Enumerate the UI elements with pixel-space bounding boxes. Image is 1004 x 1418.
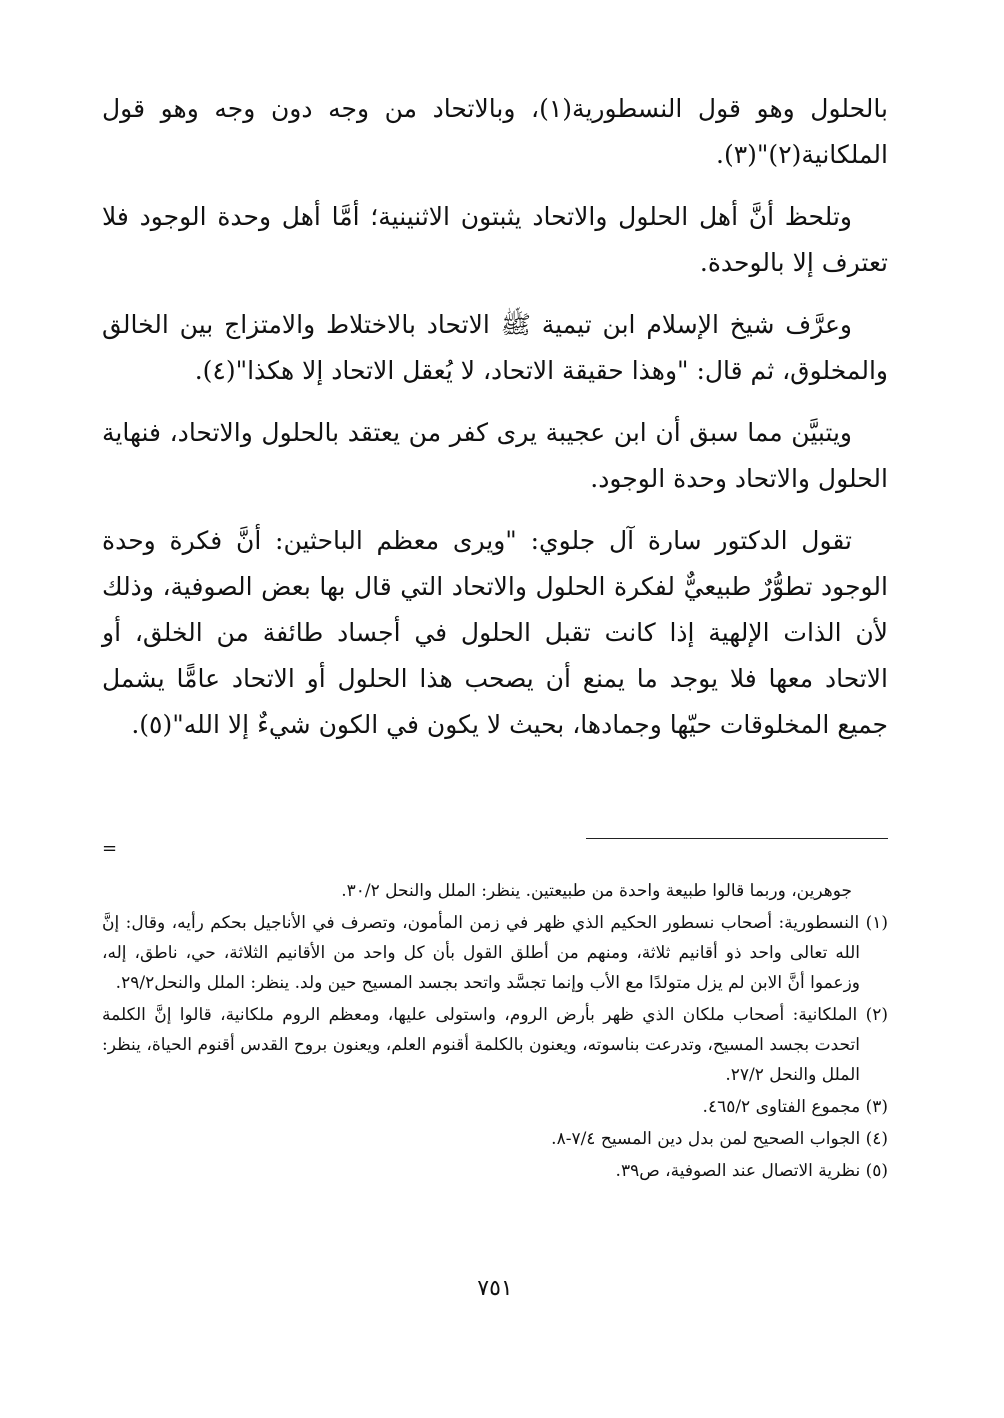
main-text: [102, 86, 888, 748]
footnote-1: (١) النسطورية: أصحاب نسطور الحكيم الذي ظهر في زمن المأمون، وتصرف في الأناجيل بحكم رأيه، وقال: إنَّ الله تعالى واحد ذو أقانيم ثلاثة، ومنهم من أطلق القول بأن كل واحد من الأقانيم الثلاثة، حي، ناطق، إله، وزعموا أنَّ الابن لم يزل متولدًا مع الأب وإنما تجسَّد واتحد بجسد المسيح حين ولد. ينظر: الملل والنحل٢٩/٢.: [102, 913, 888, 993]
page: [102, 86, 888, 1386]
footnote-3: (٣) مجموع الفتاوى ٤٦٥/٢.: [702, 1097, 888, 1117]
page-number: ٧٥١: [477, 1276, 513, 1301]
footnotes: [102, 876, 888, 1188]
footnote-4: (٤) الجواب الصحيح لمن بدل دين المسيح ٧/٤-٨.: [551, 1129, 888, 1149]
paragraph: وتلحظ أنَّ أهل الحلول والاتحاد يثبتون الاثنينية؛ أمَّا أهل وحدة الوجود فلا تعترف إلا بالوحدة.: [102, 202, 888, 277]
paragraph: ويتبيَّن مما سبق أن ابن عجيبة يرى كفر من يعتقد بالحلول والاتحاد، فنهاية الحلول والاتحاد وحدة الوجود.: [102, 418, 888, 493]
paragraph: تقول الدكتور سارة آل جلوي: "ويرى معظم الباحثين: أنَّ فكرة وحدة الوجود تطوُّرٌ طبيعيٌّ لفكرة الحلول والاتحاد التي قال بها بعض الصوفية، وذلك لأن الذات الإلهية إذا كانت تقبل الحلول في أجساد طائفة من الخلق، أو الاتحاد معها فلا يوجد ما يمنع أن يصحب هذا الحلول أو الاتحاد عامًّا يشمل جميع المخلوقات حيّها وجمادها، بحيث لا يكون في الكون شيءٌ إلا الله"(٥).: [102, 526, 888, 739]
paragraph: بالحلول وهو قول النسطورية(١)، وبالاتحاد من وجه دون وجه وهو قول الملكانية(٢)"(٣).: [102, 94, 888, 169]
footnote-2: (٢) الملكانية: أصحاب ملكان الذي ظهر بأرض الروم، واستولى عليها، ومعظم الروم ملكانية، قالوا إنَّ الكلمة اتحدت بجسد المسيح، وتدرعت بناسوته، ويعنون بالكلمة أقنوم العلم، ويعنون بروح القدس أقنوم الحياة، ينظر: الملل والنحل ٢٧/٢.: [102, 1005, 888, 1085]
footnote-5: (٥) نظرية الاتصال عند الصوفية، ص٣٩.: [615, 1161, 888, 1181]
paragraph: وعرَّف شيخ الإسلام ابن تيمية ﷺ الاتحاد بالاختلاط والامتزاج بين الخالق والمخلوق، ثم قال: "وهذا حقيقة الاتحاد، لا يُعقل الاتحاد إلا هكذا"(٤).: [102, 310, 888, 385]
footnote-continued: جوهرين، وربما قالوا طبيعة واحدة من طبيعتين. ينظر: الملل والنحل ٣٠/٢.: [341, 881, 852, 901]
footnote-separator: [586, 838, 888, 839]
footnote-continuation-mark: =: [102, 838, 118, 859]
